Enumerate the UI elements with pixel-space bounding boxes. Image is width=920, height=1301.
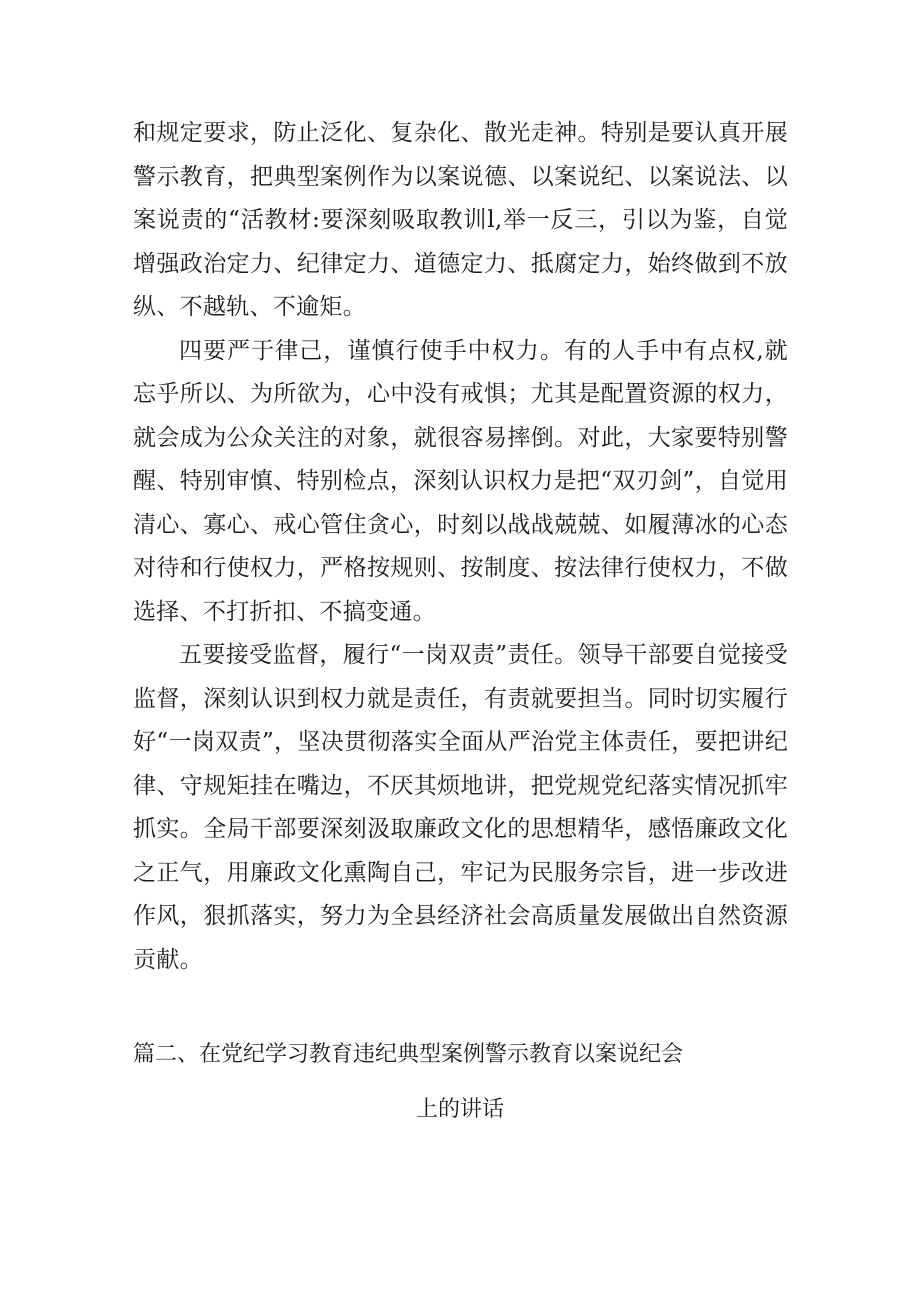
section-heading: 篇二、在党纪学习教育违纪典型案例警示教育以案说纪会 [133,1042,684,1067]
section-heading-continuation: 上的讲话 [415,1097,504,1122]
paragraph-point-five: 五要接受监督，履行“一岗双责”责任。领导干部要自觉接受监督，深刻认识到权力就是责任，有责就要担当。同时切实履行好“一岗双责”，坚决贯彻落实全面从严治党主体责任，要把讲纪律、守规矩挂在嘴边，不厌其烦地讲，把党规党纪落实情况抓牢抓实。全局干部要深刻汲取廉政文化的思想精华，感悟廉政文化之正气，用廉政文化熏陶自己，牢记为民服务宗旨，进一步改进作风，狠抓落实，努力为全县经济社会高质量发展做出自然资源贡献。 [133,642,788,973]
paragraph-continuation: 和规定要求，防止泛化、复杂化、散光走神。特别是要认真开展警示教育，把典型案例作为以案说德、以案说纪、以案说法、以案说责的“活教材:要深刻吸取教训l,举一反三，引以为鉴，自觉增强政治定力、纪律定力、道德定力、抵腐定力，始终做到不放纵、不越轨、不逾矩。 [133,120,788,320]
document-body [133,112,788,982]
paragraph-point-four: 四要严于律己，谨慎行使手中权力。有的人手中有点权,就忘乎所以、为所欲为，心中没有戒惧；尤其是配置资源的权力，就会成为公众关注的对象，就很容易摔倒。对此，大家要特别警醒、特别审慎、特别检点，深刻认识权力是把“双刃剑”，自觉用清心、寡心、戒心管住贪心，时刻以战战兢兢、如履薄冰的心态对待和行使权力，严格按规则、按制度、按法律行使权力，不做选择、不打折扣、不搞变通。 [133,337,788,625]
